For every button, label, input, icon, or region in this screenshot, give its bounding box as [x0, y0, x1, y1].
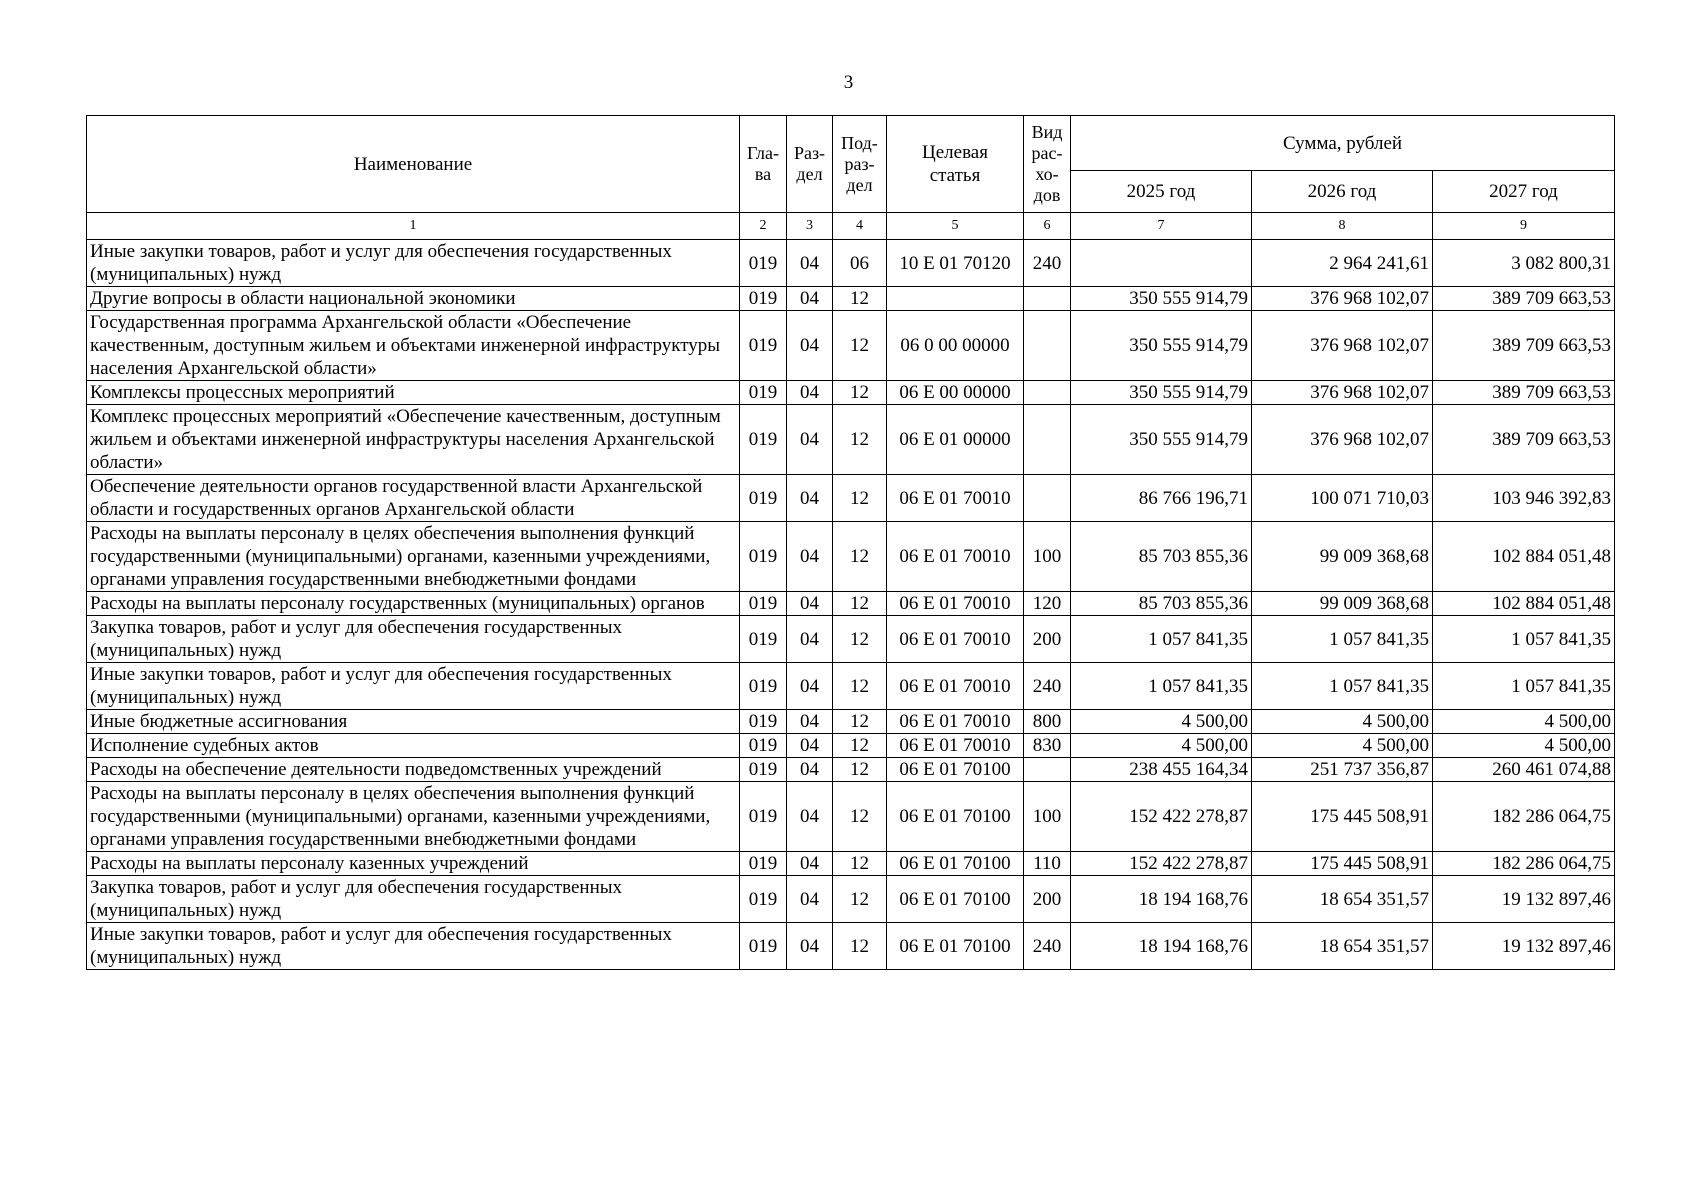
cell-name: Расходы на обеспечение деятельности подведомственных учреждений: [87, 758, 740, 782]
cell-sum-2026: 4 500,00: [1252, 710, 1433, 734]
cell-glava: 019: [740, 710, 787, 734]
cell-name: Исполнение судебных актов: [87, 734, 740, 758]
header-podrazdel: Под- раз- дел: [833, 116, 887, 213]
cell-razdel: 04: [787, 782, 833, 852]
cell-sum-2027: 389 709 663,53: [1433, 381, 1615, 405]
cell-podrazdel: 12: [833, 758, 887, 782]
cell-vid-raskhodov: 240: [1024, 663, 1071, 710]
cell-podrazdel: 12: [833, 522, 887, 592]
cell-glava: 019: [740, 405, 787, 475]
cell-tselevaya-statya: 06 Е 01 70010: [887, 734, 1024, 758]
cell-tselevaya-statya: 06 Е 01 70010: [887, 475, 1024, 522]
cell-name: Расходы на выплаты персоналу государственных (муниципальных) органов: [87, 592, 740, 616]
table-row: [87, 240, 1615, 287]
header-vid-raskhodov: Вид рас- хо- дов: [1024, 116, 1071, 213]
cell-name: Закупка товаров, работ и услуг для обеспечения государственных (муниципальных) нужд: [87, 876, 740, 923]
cell-tselevaya-statya: 06 0 00 00000: [887, 311, 1024, 381]
cell-sum-2026: 18 654 351,57: [1252, 923, 1433, 970]
cell-razdel: 04: [787, 923, 833, 970]
cell-vid-raskhodov: 200: [1024, 616, 1071, 663]
cell-tselevaya-statya: 06 Е 01 70010: [887, 592, 1024, 616]
column-number: 1: [87, 213, 740, 240]
table-row: [87, 405, 1615, 475]
cell-sum-2025: 86 766 196,71: [1071, 475, 1252, 522]
cell-sum-2025: 350 555 914,79: [1071, 381, 1252, 405]
cell-tselevaya-statya: 10 Е 01 70120: [887, 240, 1024, 287]
table-body: [87, 240, 1615, 970]
table-row: [87, 381, 1615, 405]
table-row: [87, 782, 1615, 852]
cell-name: Расходы на выплаты персоналу казенных учреждений: [87, 852, 740, 876]
table-row: [87, 758, 1615, 782]
cell-vid-raskhodov: 830: [1024, 734, 1071, 758]
cell-sum-2025: 18 194 168,76: [1071, 923, 1252, 970]
cell-sum-2027: 4 500,00: [1433, 710, 1615, 734]
column-number: 8: [1252, 213, 1433, 240]
cell-name: Государственная программа Архангельской области «Обеспечение качественным, доступным жильем и объектами инженерной инфраструктуры населения Архангельской области»: [87, 311, 740, 381]
cell-podrazdel: 12: [833, 782, 887, 852]
cell-razdel: 04: [787, 758, 833, 782]
column-number: 6: [1024, 213, 1071, 240]
header-tselevaya-statya: Целевая статья: [887, 116, 1024, 213]
cell-vid-raskhodov: [1024, 381, 1071, 405]
cell-sum-2027: 182 286 064,75: [1433, 782, 1615, 852]
cell-sum-2026: 1 057 841,35: [1252, 663, 1433, 710]
cell-sum-2026: 251 737 356,87: [1252, 758, 1433, 782]
cell-razdel: 04: [787, 616, 833, 663]
cell-name: Другие вопросы в области национальной экономики: [87, 287, 740, 311]
cell-vid-raskhodov: 240: [1024, 240, 1071, 287]
cell-tselevaya-statya: 06 Е 01 70010: [887, 616, 1024, 663]
cell-vid-raskhodov: [1024, 311, 1071, 381]
cell-razdel: 04: [787, 240, 833, 287]
cell-sum-2026: 376 968 102,07: [1252, 287, 1433, 311]
cell-sum-2026: 100 071 710,03: [1252, 475, 1433, 522]
cell-razdel: 04: [787, 734, 833, 758]
cell-tselevaya-statya: 06 Е 01 00000: [887, 405, 1024, 475]
cell-glava: 019: [740, 734, 787, 758]
cell-sum-2027: 389 709 663,53: [1433, 405, 1615, 475]
column-number: 4: [833, 213, 887, 240]
cell-sum-2027: 3 082 800,31: [1433, 240, 1615, 287]
budget-table: [86, 115, 1615, 970]
cell-podrazdel: 12: [833, 923, 887, 970]
cell-sum-2025: 85 703 855,36: [1071, 592, 1252, 616]
cell-sum-2025: 1 057 841,35: [1071, 616, 1252, 663]
cell-sum-2025: 4 500,00: [1071, 710, 1252, 734]
cell-glava: 019: [740, 876, 787, 923]
cell-podrazdel: 12: [833, 381, 887, 405]
cell-sum-2027: 19 132 897,46: [1433, 923, 1615, 970]
cell-tselevaya-statya: 06 Е 01 70010: [887, 522, 1024, 592]
cell-sum-2025: [1071, 240, 1252, 287]
cell-glava: 019: [740, 616, 787, 663]
cell-glava: 019: [740, 287, 787, 311]
cell-sum-2026: 376 968 102,07: [1252, 381, 1433, 405]
cell-podrazdel: 12: [833, 475, 887, 522]
cell-glava: 019: [740, 663, 787, 710]
cell-tselevaya-statya: 06 Е 01 70100: [887, 876, 1024, 923]
cell-tselevaya-statya: [887, 287, 1024, 311]
cell-podrazdel: 12: [833, 663, 887, 710]
table-row: [87, 663, 1615, 710]
cell-razdel: 04: [787, 475, 833, 522]
header-year-2027: 2027 год: [1433, 171, 1615, 213]
cell-vid-raskhodov: 800: [1024, 710, 1071, 734]
cell-sum-2025: 4 500,00: [1071, 734, 1252, 758]
cell-glava: 019: [740, 475, 787, 522]
cell-vid-raskhodov: [1024, 405, 1071, 475]
cell-tselevaya-statya: 06 Е 00 00000: [887, 381, 1024, 405]
cell-sum-2027: 389 709 663,53: [1433, 287, 1615, 311]
cell-sum-2025: 152 422 278,87: [1071, 852, 1252, 876]
column-number: 2: [740, 213, 787, 240]
cell-sum-2027: 102 884 051,48: [1433, 592, 1615, 616]
cell-name: Иные закупки товаров, работ и услуг для обеспечения государственных (муниципальных) нужд: [87, 663, 740, 710]
cell-podrazdel: 12: [833, 710, 887, 734]
cell-sum-2025: 350 555 914,79: [1071, 287, 1252, 311]
cell-glava: 019: [740, 852, 787, 876]
column-number: 9: [1433, 213, 1615, 240]
cell-tselevaya-statya: 06 Е 01 70100: [887, 758, 1024, 782]
cell-glava: 019: [740, 522, 787, 592]
header-glava: Гла- ва: [740, 116, 787, 213]
cell-sum-2027: 1 057 841,35: [1433, 663, 1615, 710]
table-row: [87, 592, 1615, 616]
cell-sum-2026: 376 968 102,07: [1252, 405, 1433, 475]
cell-sum-2027: 182 286 064,75: [1433, 852, 1615, 876]
cell-razdel: 04: [787, 287, 833, 311]
cell-podrazdel: 12: [833, 876, 887, 923]
cell-sum-2026: 4 500,00: [1252, 734, 1433, 758]
header-razdel: Раз- дел: [787, 116, 833, 213]
cell-tselevaya-statya: 06 Е 01 70010: [887, 710, 1024, 734]
table-row: [87, 616, 1615, 663]
cell-vid-raskhodov: 110: [1024, 852, 1071, 876]
table-row: [87, 311, 1615, 381]
cell-sum-2027: 103 946 392,83: [1433, 475, 1615, 522]
cell-name: Расходы на выплаты персоналу в целях обеспечения выполнения функций государственными (муниципальными) органами, казенными учреждениями, органами управления государственными внебюджетными фондами: [87, 522, 740, 592]
cell-podrazdel: 12: [833, 592, 887, 616]
cell-tselevaya-statya: 06 Е 01 70100: [887, 923, 1024, 970]
cell-tselevaya-statya: 06 Е 01 70100: [887, 852, 1024, 876]
cell-sum-2026: 18 654 351,57: [1252, 876, 1433, 923]
cell-name: Обеспечение деятельности органов государственной власти Архангельской области и государственных органов Архангельской области: [87, 475, 740, 522]
column-numbers-row: [87, 213, 1615, 240]
cell-sum-2026: 175 445 508,91: [1252, 782, 1433, 852]
table-row: [87, 923, 1615, 970]
cell-podrazdel: 12: [833, 405, 887, 475]
cell-sum-2027: 19 132 897,46: [1433, 876, 1615, 923]
cell-podrazdel: 12: [833, 311, 887, 381]
cell-glava: 019: [740, 782, 787, 852]
cell-glava: 019: [740, 758, 787, 782]
cell-glava: 019: [740, 311, 787, 381]
column-number: 3: [787, 213, 833, 240]
column-number: 5: [887, 213, 1024, 240]
cell-glava: 019: [740, 592, 787, 616]
cell-podrazdel: 12: [833, 852, 887, 876]
cell-tselevaya-statya: 06 Е 01 70010: [887, 663, 1024, 710]
cell-sum-2027: 389 709 663,53: [1433, 311, 1615, 381]
page-number: 3: [843, 72, 854, 93]
cell-glava: 019: [740, 923, 787, 970]
cell-tselevaya-statya: 06 Е 01 70100: [887, 782, 1024, 852]
table-row: [87, 734, 1615, 758]
cell-sum-2025: 238 455 164,34: [1071, 758, 1252, 782]
cell-sum-2027: 260 461 074,88: [1433, 758, 1615, 782]
cell-sum-2025: 350 555 914,79: [1071, 405, 1252, 475]
cell-razdel: 04: [787, 592, 833, 616]
cell-podrazdel: 12: [833, 734, 887, 758]
cell-sum-2026: 1 057 841,35: [1252, 616, 1433, 663]
cell-razdel: 04: [787, 710, 833, 734]
cell-sum-2026: 99 009 368,68: [1252, 592, 1433, 616]
cell-vid-raskhodov: 240: [1024, 923, 1071, 970]
cell-vid-raskhodov: [1024, 287, 1071, 311]
cell-vid-raskhodov: 200: [1024, 876, 1071, 923]
cell-sum-2027: 4 500,00: [1433, 734, 1615, 758]
cell-sum-2025: 85 703 855,36: [1071, 522, 1252, 592]
cell-sum-2025: 152 422 278,87: [1071, 782, 1252, 852]
cell-name: Комплексы процессных мероприятий: [87, 381, 740, 405]
cell-vid-raskhodov: 100: [1024, 782, 1071, 852]
cell-sum-2027: 102 884 051,48: [1433, 522, 1615, 592]
table-row: [87, 876, 1615, 923]
table-row: [87, 852, 1615, 876]
cell-name: Комплекс процессных мероприятий «Обеспечение качественным, доступным жильем и объектами инженерной инфраструктуры населения Архангельской области»: [87, 405, 740, 475]
cell-razdel: 04: [787, 522, 833, 592]
cell-glava: 019: [740, 240, 787, 287]
cell-glava: 019: [740, 381, 787, 405]
cell-name: Закупка товаров, работ и услуг для обеспечения государственных (муниципальных) нужд: [87, 616, 740, 663]
cell-razdel: 04: [787, 876, 833, 923]
cell-sum-2025: 1 057 841,35: [1071, 663, 1252, 710]
header-summa: Сумма, рублей: [1071, 116, 1615, 171]
cell-sum-2026: 376 968 102,07: [1252, 311, 1433, 381]
table-row: [87, 710, 1615, 734]
cell-sum-2026: 175 445 508,91: [1252, 852, 1433, 876]
cell-vid-raskhodov: 100: [1024, 522, 1071, 592]
cell-sum-2027: 1 057 841,35: [1433, 616, 1615, 663]
header-year-2026: 2026 год: [1252, 171, 1433, 213]
table-row: [87, 475, 1615, 522]
cell-vid-raskhodov: 120: [1024, 592, 1071, 616]
cell-sum-2026: 99 009 368,68: [1252, 522, 1433, 592]
cell-name: Расходы на выплаты персоналу в целях обеспечения выполнения функций государственными (муниципальными) органами, казенными учреждениями, органами управления государственными внебюджетными фондами: [87, 782, 740, 852]
header-name: Наименование: [87, 116, 740, 213]
cell-name: Иные закупки товаров, работ и услуг для обеспечения государственных (муниципальных) нужд: [87, 240, 740, 287]
cell-podrazdel: 06: [833, 240, 887, 287]
table-row: [87, 522, 1615, 592]
cell-name: Иные закупки товаров, работ и услуг для обеспечения государственных (муниципальных) нужд: [87, 923, 740, 970]
cell-sum-2026: 2 964 241,61: [1252, 240, 1433, 287]
cell-razdel: 04: [787, 852, 833, 876]
cell-podrazdel: 12: [833, 287, 887, 311]
table-row: [87, 287, 1615, 311]
cell-name: Иные бюджетные ассигнования: [87, 710, 740, 734]
cell-podrazdel: 12: [833, 616, 887, 663]
cell-vid-raskhodov: [1024, 475, 1071, 522]
cell-razdel: 04: [787, 381, 833, 405]
cell-sum-2025: 18 194 168,76: [1071, 876, 1252, 923]
column-number: 7: [1071, 213, 1252, 240]
cell-razdel: 04: [787, 405, 833, 475]
cell-razdel: 04: [787, 311, 833, 381]
cell-vid-raskhodov: [1024, 758, 1071, 782]
header-row-top: [87, 116, 1615, 171]
header-year-2025: 2025 год: [1071, 171, 1252, 213]
cell-sum-2025: 350 555 914,79: [1071, 311, 1252, 381]
cell-razdel: 04: [787, 663, 833, 710]
